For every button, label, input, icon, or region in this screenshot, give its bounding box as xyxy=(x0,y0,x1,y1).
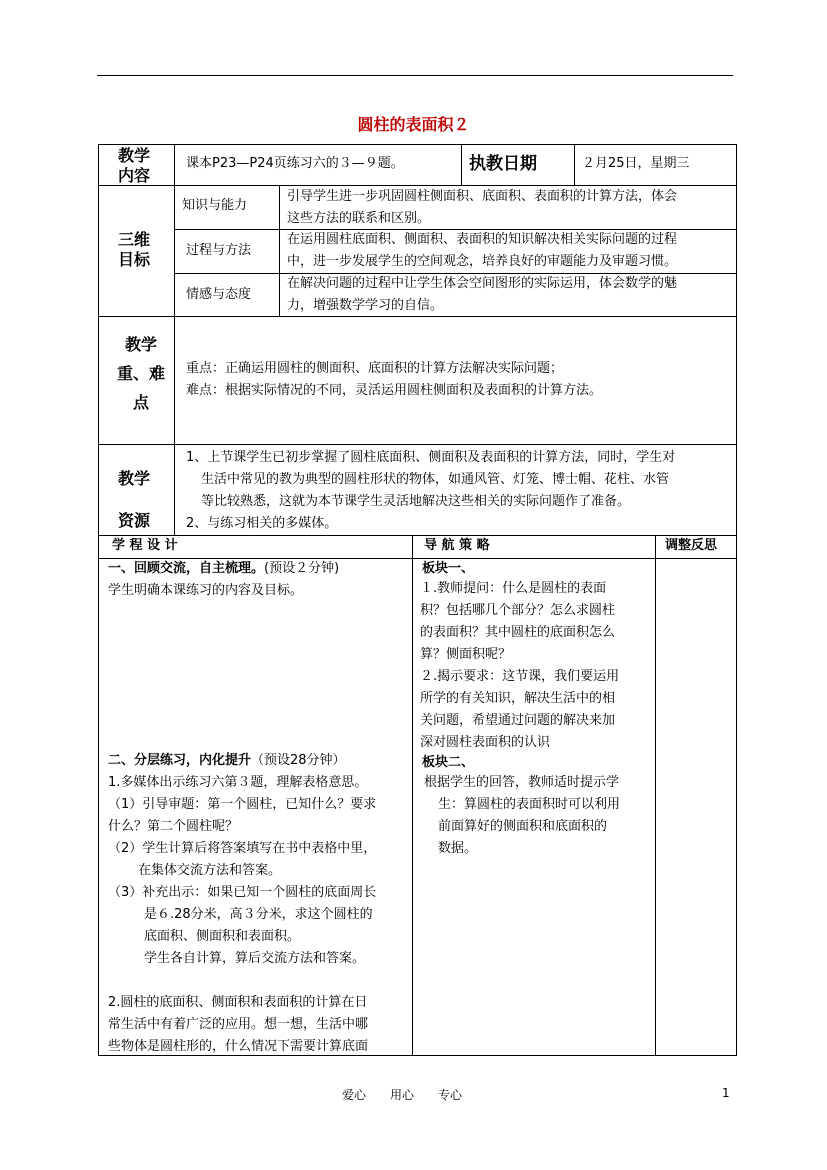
design-section-2: 二、分层练习，内化提升（预设28分钟） xyxy=(108,753,346,768)
document-title: 圆柱的表面积２ xyxy=(357,115,470,134)
row-label-goals: 三维 目标 xyxy=(118,230,151,269)
keypoints-text: 重点：正确运用圆柱的侧面积、底面积的计算方法解决实际问题； 难点：根据实际情况的不同，灵活运用圆柱侧面积及表面积的计算方法。 xyxy=(186,361,603,398)
resources-text: 1、上节课学生已初步掌握了圆柱底面积、侧面积及表面积的计算方法，同时，学生对 生活中常见的教为典型的圆柱形状的物体，如通风管、灯笼、博士帽、花柱、水管 等比较熟悉，这就为本节课学生灵活地解决这些相关的实际问题作了准备。 2、与练习相关的多媒体。 xyxy=(186,450,676,531)
strategy-block-2: 板块二、 xyxy=(422,755,475,770)
strategy-block-1: 板块一、 xyxy=(422,561,475,576)
strategy-b1-lines: １.教师提问：什么是圆柱的表面 积？包括哪几个部分？怎么求圆柱 的表面积？其中圆柱的底面积怎么 算？侧面积呢？ ２.揭示要求：这节课，我们要运用 所学的有关知识，解决生活中的相 关问题，希望通过问题的解决来加 深对圆柱表面积的认识 xyxy=(420,581,620,750)
header-design: 学 程 设 计 xyxy=(112,538,178,553)
goal-text-emotion: 在解决问题的过程中让学生体会空间图形的实际运用，体会数学的魅 力，增强数学学习的自信。 xyxy=(287,276,678,313)
design-section-1: 一、回顾交流，自主梳理。(预设２分钟) xyxy=(108,561,340,576)
header-strategy: 导 航 策 略 xyxy=(424,538,490,553)
row-label-resources: 教学 资源 xyxy=(118,469,151,530)
design-s1-line: 学生明确本课练习的内容及目标。 xyxy=(108,583,304,598)
row-label-keypoints: 教学 重、难 点 xyxy=(116,335,165,412)
header-rule xyxy=(97,75,733,76)
design-lines: 1.多媒体出示练习六第３题，理解表格意思。 （1）引导审题：第一个圆柱，已知什么？要求 什么？第二个圆柱呢？ （2）学生计算后将答案填写在书中表格中里， 在集体交流方法和答案。 （3）补充出示：如果已知一个圆柱的底面周长 是６.28分米，高３分米，求这个圆柱的 底面积、侧面积和表面积。 学生各自计算，算后交流方法和答案。 2.圆柱的底面积、侧面积和表面积的计算在日 常生活中有着广泛的应用。想一想，生活中哪 些物体是圆柱形的，什么情况下需要计算底面 xyxy=(108,775,377,1054)
goal-text-process: 在运用圆柱底面积、侧面积、表面积的知识解决相关实际问题的过程 中，进一步发展学生的空间观念，培养良好的审题能力及审题习惯。 xyxy=(287,232,678,269)
lesson-content: 课本P23—P24页练习六的３—９题。 xyxy=(186,156,404,171)
strategy-b2-lines: 根据学生的回答，教师适时提示学 生：算圆柱的表面积时可以利用 前面算好的侧面积和底面积的 数据。 xyxy=(424,775,621,856)
header-reflection: 调整反思 xyxy=(665,538,718,553)
footer-motto: 爱心 用心 专心 xyxy=(342,1088,463,1102)
goal-name-process: 过程与方法 xyxy=(186,243,252,258)
teaching-date: ２月25日，星期三 xyxy=(582,156,690,171)
page-number: 1 xyxy=(722,1086,730,1100)
goal-name-emotion: 情感与态度 xyxy=(186,287,252,302)
goal-name-knowledge: 知识与能力 xyxy=(182,198,248,213)
row-label-content: 教学 内容 xyxy=(118,146,151,185)
goal-text-knowledge: 引导学生进一步巩固圆柱侧面积、底面积、表面积的计算方法，体会 这些方法的联系和区别。 xyxy=(287,189,678,226)
date-label: 执教日期 xyxy=(469,154,537,174)
